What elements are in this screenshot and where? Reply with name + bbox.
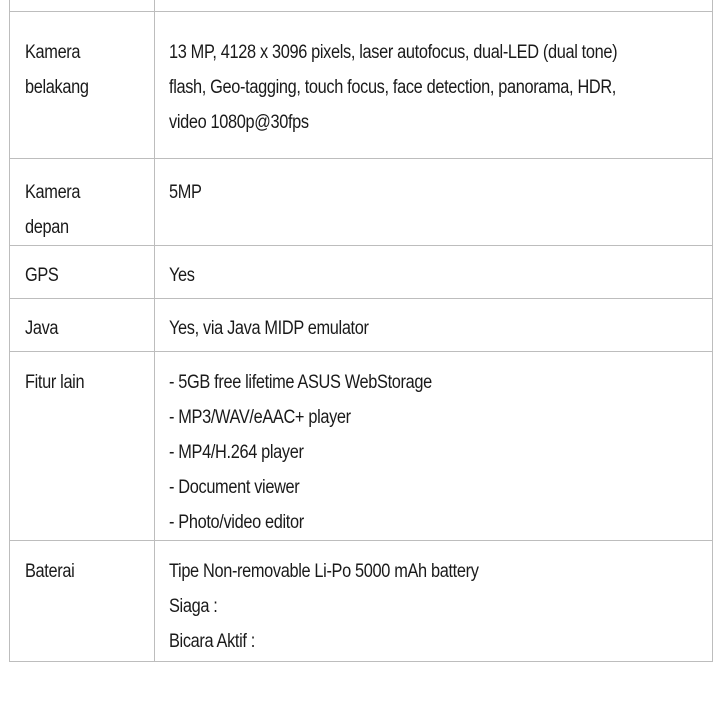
- table-row-partial: [10, 0, 713, 12]
- value-cell: [155, 246, 713, 299]
- value-cell: [155, 159, 713, 246]
- row-label: Kamera: [25, 182, 81, 203]
- label-cell: [10, 352, 155, 541]
- table-row-java: [10, 299, 713, 352]
- table-row-kamera-depan: [10, 159, 713, 246]
- label-cell: [10, 12, 155, 159]
- table-row-kamera-belakang: [10, 12, 713, 159]
- value-cell: [155, 299, 713, 352]
- row-label: Fitur lain: [25, 372, 85, 393]
- row-value: flash, Geo-tagging, touch focus, face detection, panorama, HDR,: [169, 77, 617, 98]
- row-label: Java: [25, 318, 59, 339]
- spec-table: [9, 0, 713, 662]
- row-label: Baterai: [25, 561, 75, 582]
- row-value: video 1080p@30fps: [169, 112, 309, 133]
- table-row-fitur-lain: [10, 352, 713, 541]
- row-value: Siaga :: [169, 596, 218, 617]
- table-row-gps: [10, 246, 713, 299]
- row-value: Tipe Non-removable Li-Po 5000 mAh battery: [169, 561, 479, 582]
- row-value: - Document viewer: [169, 477, 300, 498]
- row-value: 5MP: [169, 182, 202, 203]
- label-cell: [10, 299, 155, 352]
- value-cell: [155, 352, 713, 541]
- row-value: Bicara Aktif :: [169, 631, 255, 652]
- label-cell: [10, 541, 155, 662]
- row-label: Kamera: [25, 42, 81, 63]
- row-label: depan: [25, 217, 69, 238]
- row-value: - MP3/WAV/eAAC+ player: [169, 407, 351, 428]
- row-value: - Photo/video editor: [169, 512, 304, 533]
- row-value: Yes, via Java MIDP emulator: [169, 318, 369, 339]
- label-cell: [10, 246, 155, 299]
- row-label: belakang: [25, 77, 89, 98]
- label-cell: [10, 0, 155, 12]
- table-row-baterai: [10, 541, 713, 662]
- label-cell: [10, 159, 155, 246]
- row-value: Yes: [169, 265, 195, 286]
- row-label: GPS: [25, 265, 59, 286]
- value-cell: [155, 541, 713, 662]
- row-value: 13 MP, 4128 x 3096 pixels, laser autofocus, dual-LED (dual tone): [169, 42, 618, 63]
- value-cell: [155, 12, 713, 159]
- row-value: - 5GB free lifetime ASUS WebStorage: [169, 372, 432, 393]
- value-cell: [155, 0, 713, 12]
- row-value: - MP4/H.264 player: [169, 442, 304, 463]
